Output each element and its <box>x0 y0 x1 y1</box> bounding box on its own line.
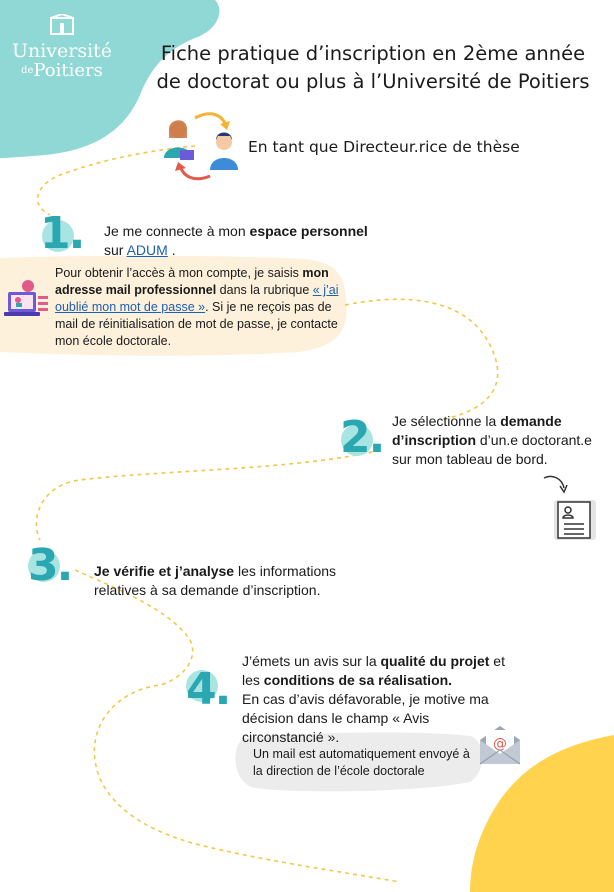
step3-a: Je vérifie et j’analyse <box>94 563 235 579</box>
step4-number: 4. <box>186 664 230 715</box>
step1-note <box>55 265 345 350</box>
step3-number: 3. <box>28 540 72 591</box>
title-line2: de doctorat ou plus à l’Université de Poitiers <box>156 70 590 93</box>
logo-emblem-icon <box>47 14 77 36</box>
step2-number: 2. <box>340 412 384 463</box>
step3-text <box>94 562 354 600</box>
step1-line2a: sur <box>104 242 127 258</box>
exchange-people-icon <box>160 108 246 186</box>
step2-text <box>392 412 604 469</box>
title-line1: Fiche pratique d’inscription en 2ème année <box>160 42 586 65</box>
laptop-login-icon <box>4 278 50 320</box>
page-title <box>140 40 606 96</box>
university-logo <box>2 14 122 81</box>
step4-d: conditions de sa réalisation. <box>263 672 453 688</box>
step1-note-a: Pour obtenir l’accès à mon compte, je saisis <box>55 266 303 280</box>
step4-e: En cas d’avis défavorable, je motive ma décision dans le champ « Avis circonstancié ». <box>242 691 489 745</box>
email-envelope-icon <box>478 722 522 766</box>
forgot-password-link[interactable]: « j’ai oublié mon mot de passe » <box>55 283 339 314</box>
step4-b: qualité du projet <box>380 653 490 669</box>
svg-text:@: @ <box>493 736 507 752</box>
step4-c: et les <box>242 653 505 688</box>
step3-b: les informations relatives à sa demande d’inscription. <box>94 563 337 598</box>
step1-number: 1. <box>40 208 84 259</box>
step1-note-b: mon adresse mail professionnel <box>55 266 329 297</box>
step1-line1b: espace personnel <box>249 223 368 239</box>
document-form-icon <box>540 472 600 542</box>
logo-line2b: Poitiers <box>33 60 103 81</box>
step4-a: J’émets un avis sur la <box>242 653 381 669</box>
step2-b: demande d’inscription <box>392 413 562 448</box>
step1-note-c: dans la rubrique <box>216 283 313 297</box>
step1-note-d: . Si je ne reçois pas de mail de réinitialisation de mot de passe, je contacte mon école doctorale. <box>55 300 338 348</box>
step2-a: Je sélectionne la <box>392 413 501 429</box>
step1-text <box>104 222 384 260</box>
logo-line2a: de <box>21 65 34 76</box>
step2-c: d’un.e doctorant.e sur mon tableau de bord. <box>392 432 592 467</box>
step1-line2b: . <box>167 242 176 258</box>
adum-link[interactable]: ADUM <box>126 242 168 258</box>
step1-line1a: Je me connecte à mon <box>104 223 250 239</box>
step4-text <box>242 652 512 747</box>
step4-note: Un mail est automatiquement envoyé à la direction de l’école doctorale <box>253 747 470 778</box>
role-subtitle: En tant que Directeur.rice de thèse <box>248 138 520 156</box>
logo-line1: Université <box>11 40 113 62</box>
